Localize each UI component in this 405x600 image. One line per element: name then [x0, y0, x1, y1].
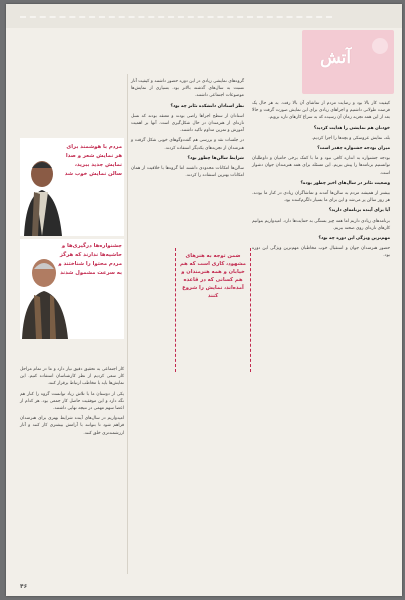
article-paragraph: برنامه‌های زیادی داریم اما همه چیز بستگی به حمایت‌ها دارد. امیدواریم بتوانیم کارهای تازه‌ای روی صحنه ببریم.: [252, 218, 390, 231]
article-paragraph: بودجه جشنواره به اندازه کافی نبود و ما با کمک برخی حامیان و داوطلبان توانستیم برنامه‌ها را پیش ببریم. این مسئله برای همه هنرمندان جوان دشوار است.: [252, 156, 390, 176]
article-paragraph: یکی از دوستان ما با تلاش زیاد توانست گروه را کنار هم نگه دارد و این موفقیت حاصل کار جمعی بود. هر کدام از اعضا سهم مهمی در نتیجه نهایی داشتند.: [20, 391, 124, 412]
section-logo-text: آتش: [320, 48, 352, 68]
pull-quote: [175, 248, 251, 372]
interview-question: شرایط سالن‌ها چطور بود؟: [187, 155, 244, 161]
article-paragraph: کار اجتماعی به تحقیق دقیق نیاز دارد و ما در تمام مراحل کار سعی کردیم از نظر کارشناسان استفاده کنیم. این نمایش‌ها باید با مخاطب ارتباط برقرار کنند.: [20, 367, 124, 387]
article-paragraph: سالن‌ها امکانات محدودی داشتند اما گروه‌ها با خلاقیت از همان امکانات بهترین استفاده را کردند.: [131, 166, 244, 179]
interview-question: آیا برای آینده برنامه‌ای دارید؟: [328, 208, 390, 214]
photo-caption-1: مردم با هوشمند برای هر نمایش شعر و صدا نمایش جدید ببرید، سالن نمایش خوب شد: [64, 144, 122, 177]
pull-quote-text: ضمن توجه به هنرهای مشهود، کاری است که هم خیابان و همه هنرمندان و هم کسانی که در قاعده آمده‌اند، نمایش را شروع کنند: [180, 253, 246, 299]
article-column-middle: [131, 78, 244, 182]
article-paragraph: در جلسات نقد و بررسی هم گفت‌وگوهای خوبی شکل گرفت و هنرمندان از تجربه‌های یکدیگر استفاده کردند.: [131, 138, 244, 151]
logo-ornament-icon: [372, 38, 388, 54]
interview-question: نظر استادان دانشکده تئاتر چه بود؟: [170, 103, 244, 109]
article-paragraph: حضور هنرمندان جوان و استقبال خوب مخاطبان مهم‌ترین ویژگی این دوره بود.: [252, 246, 390, 259]
article-paragraph: امیدواریم در سال‌های آینده شرایط بهتری برای هنرمندان فراهم شود تا بتوانند با آرامش بیشتری کار کنند و آثار ارزشمندتری خلق کنند.: [20, 416, 124, 436]
interview-question: مهم‌ترین ویژگی این دوره چه بود؟: [318, 236, 390, 242]
page-number: ۴۶: [20, 583, 28, 590]
interview-question: میزان بودجه جشنواره چقدر است؟: [317, 146, 390, 152]
article-paragraph: گروه‌های نمایشی زیادی در این دوره حضور داشتند و کیفیت آثار نسبت به سال‌های گذشته بالاتر بود. بسیاری از نمایش‌ها موضوعات اجتماعی داشتند.: [131, 79, 244, 99]
photo-caption-2: جشنواره‌ها درگیری‌ها و حاشیه‌ها ندارند که هرگز مردم محتوا را شناختند و به سرعت مشمول شدند: [58, 243, 122, 276]
article-column-left: [20, 366, 124, 440]
interview-question: وضعیت تئاتر در سال‌های اخیر چطور بوده؟: [300, 180, 390, 186]
article-column-right: [252, 100, 390, 263]
article-paragraph: بیشتر از همیشه مردم به سالن‌ها آمدند و تماشاگران زیادی در کنار ما بودند. هر روز سالن پر می‌شد و این برای ما بسیار دلگرم‌کننده بود.: [252, 191, 390, 204]
article-paragraph: کیفیت کار بالا بود و رضایت مردم از تماشای آن بالا رفت. به هر حال یک فرصت طولانی داشتیم و اجراهای زیادی برای این نمایش صورت گرفت و حالا بعد از این همه تجربه زمان آن رسیده که به سراغ کارهای تازه برویم.: [252, 101, 390, 121]
article-paragraph: بله، نمایش عروسکی و بچه‌ها را اجرا کردیم.: [311, 135, 390, 141]
interview-question: خودتان هم نمایشی را هدایت کردید؟: [313, 125, 390, 131]
top-banner: [6, 4, 402, 28]
section-logo: [302, 30, 394, 94]
column-divider: [127, 74, 128, 574]
dashed-line: [20, 16, 332, 18]
magazine-page: [6, 4, 402, 596]
article-paragraph: استادان از سطح اجراها راضی بودند و معتقد بودند که نسل تازه‌ای از هنرمندان در حال شکل‌گیری است. آنها بر اهمیت آموزش و تمرین مداوم تاکید داشتند.: [131, 113, 244, 134]
